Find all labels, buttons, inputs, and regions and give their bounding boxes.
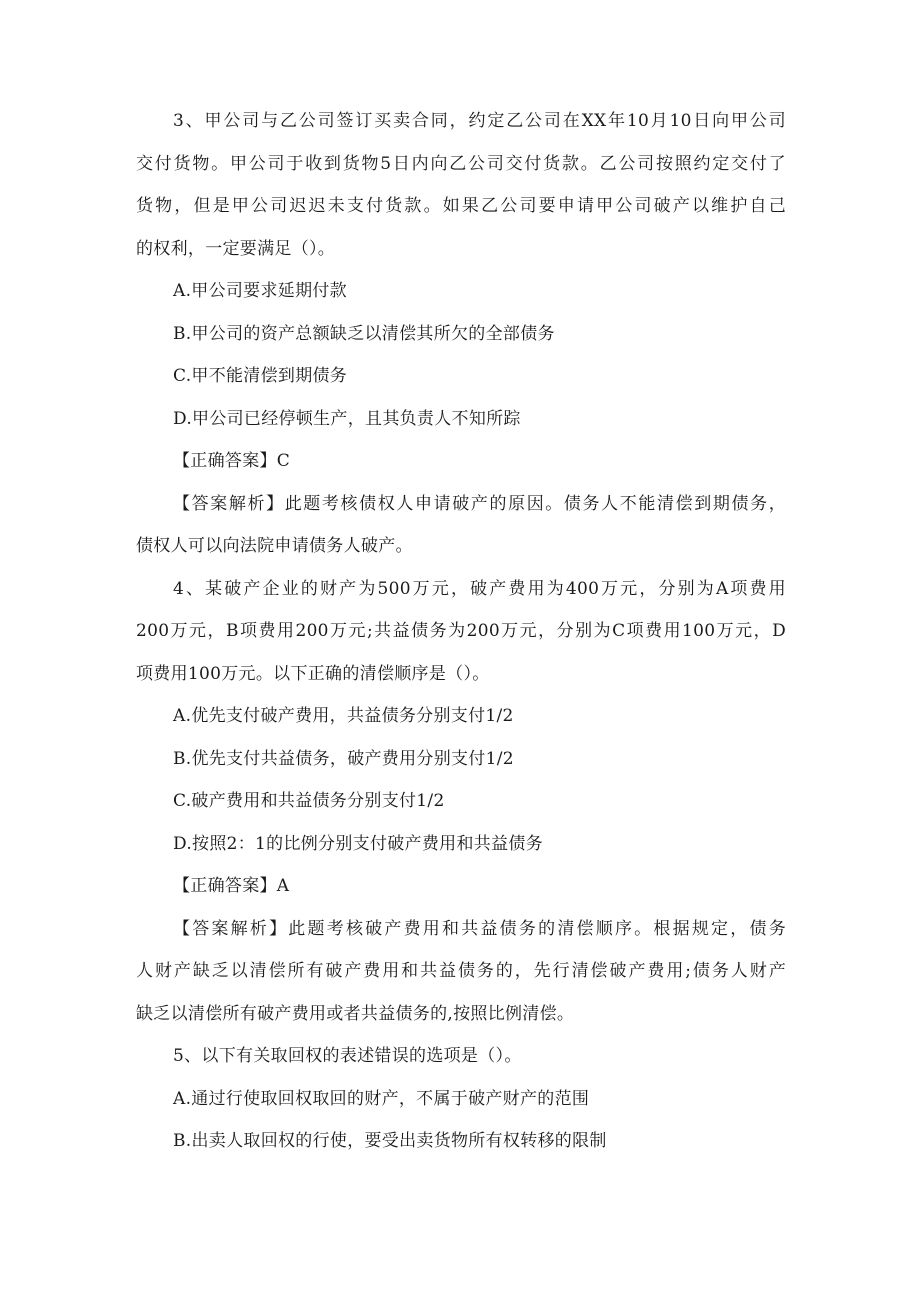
document-content: [136, 100, 786, 1163]
option-d: D.甲公司已经停顿生产，且其负责人不知所踪: [173, 408, 521, 429]
correct-answer: 【正确答案】A: [173, 876, 290, 896]
option-b: B.甲公司的资产总额缺乏以清偿其所欠的全部债务: [173, 323, 555, 344]
question-stem-line: 3、甲公司与乙公司签订买卖合同，约定乙公司在XX年10月10日向甲公司: [173, 111, 786, 131]
question-5: [136, 1035, 786, 1163]
answer-analysis-line: 【答案解析】此题考核破产费用和共益债务的清偿顺序。根据规定，债务: [173, 918, 786, 939]
option-b: B.出卖人取回权的行使，要受出卖货物所有权转移的限制: [173, 1131, 607, 1151]
question-stem-line: 货物，但是甲公司迟迟未支付货款。如果乙公司要申请甲公司破产以维护自己: [136, 196, 786, 216]
question-4: [136, 568, 786, 1036]
question-stem-line: 200万元，B项费用200万元;共益债务为200万元，分别为C项费用100万元，D: [136, 621, 786, 641]
question-stem-line: 交付货物。甲公司于收到货物5日内向乙公司交付货款。乙公司按照约定交付了: [136, 153, 786, 174]
option-a: A.优先支付破产费用，共益债务分别支付1/2: [173, 706, 514, 726]
answer-analysis-line: 【答案解析】此题考核债权人申请破产的原因。债务人不能清偿到期债务，: [173, 493, 786, 514]
question-3: [136, 100, 786, 568]
option-c: C.破产费用和共益债务分别支付1/2: [173, 791, 445, 811]
question-stem-line: 项费用100万元。以下正确的清偿顺序是（）。: [136, 663, 490, 684]
option-d: D.按照2：1的比例分别支付破产费用和共益债务: [173, 833, 543, 854]
answer-analysis-line: 缺乏以清偿所有破产费用或者共益债务的,按照比例清偿。: [136, 1003, 575, 1024]
option-c: C.甲不能清偿到期债务: [173, 366, 348, 386]
option-b: B.优先支付共益债务，破产费用分别支付1/2: [173, 748, 514, 769]
option-a: A.甲公司要求延期付款: [173, 281, 347, 301]
question-stem-line: 的权利，一定要满足（）。: [136, 238, 336, 259]
question-stem-line: 4、某破产企业的财产为500万元，破产费用为400万元，分别为A项费用: [173, 578, 786, 599]
answer-analysis-line: 人财产缺乏以清偿所有破产费用和共益债务的，先行清偿破产费用;债务人财产: [136, 961, 786, 981]
question-stem-line: 5、以下有关取回权的表述错误的选项是（）。: [173, 1046, 522, 1066]
correct-answer: 【正确答案】C: [173, 451, 291, 471]
answer-analysis-line: 债权人可以向法院申请债务人破产。: [136, 536, 413, 556]
option-a: A.通过行使取回权取回的财产，不属于破产财产的范围: [173, 1088, 590, 1109]
